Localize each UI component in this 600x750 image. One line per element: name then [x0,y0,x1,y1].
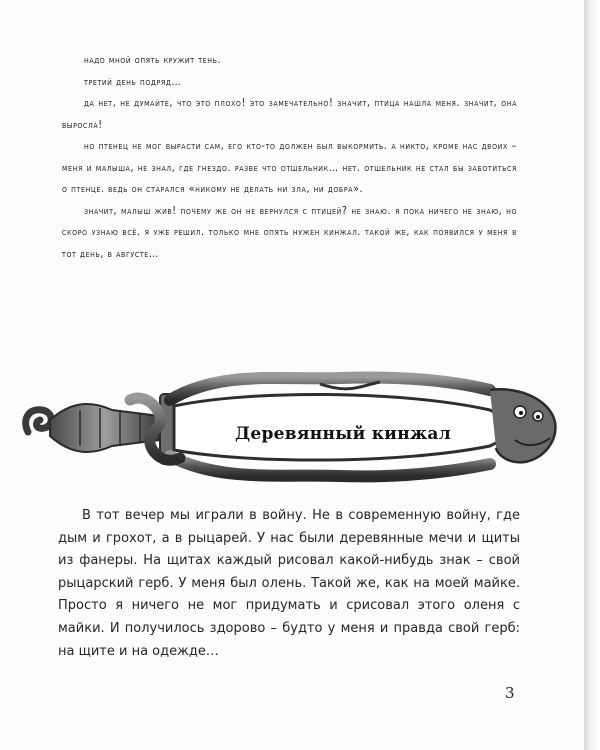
pommel-curl [26,410,52,432]
chapter-text-block [58,505,520,663]
snake-head [490,389,555,462]
intro-paragraph: надо мной опять кружит тень. [84,54,222,66]
chapter-title: Деревянный кинжал [234,424,452,444]
dagger-handle [50,404,160,452]
intro-paragraph: но птенец не мог вырасти сам, его кто-то должен был выкормить. а никто, кроме нас двоих – меня и малыша, не знал, где гнездо. разве что отшельник… нет. отшельник не стал бы заботиться о птенце. ведь он старался «никому не делать ни зла, ни добра». [62,140,517,195]
intro-paragraph: значит, малыш жив! почему же он не вернулся с птицей? не знаю. я пока ничего не знаю, но скоро узнаю всё. я уже решил. только мне опять нужен кинжал. такой же, как появился у меня в тот день, в августе… [62,204,517,260]
page-edge-shadow [584,0,600,750]
intro-paragraph: да нет, не думайте, что это плохо! это замечательно! значит, птица нашла меня. значит, она выросла! [62,97,517,131]
intro-text-block [62,50,517,265]
intro-paragraph: третий день подряд… [84,75,182,88]
chapter-paragraph: В тот вечер мы играли в войну. Не в современную войну, где дым и грохот, а в рыцарей. У нас были деревянные мечи и щиты из фанеры. На щитах каждый рисовал какой-нибудь знак – свой рыцарский герб. У меня был олень. Такой же, как на моей майке. Просто я ничего не мог придумать и срисовал этого оленя с майки. И получилось здорово – будто у меня и правда свой герб: на щите и на одежде… [58,508,520,659]
page-number: 3 [505,684,515,702]
